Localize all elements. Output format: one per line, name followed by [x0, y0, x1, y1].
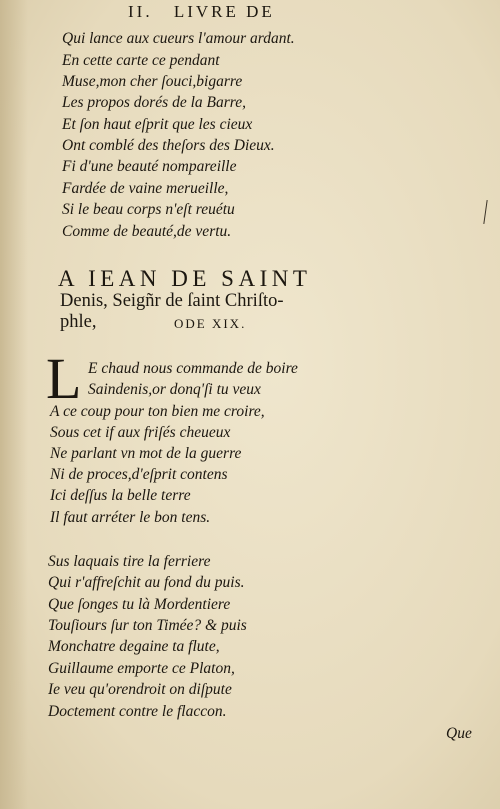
verse-line: Qui lance aux cueurs l'amour ardant.: [62, 30, 295, 47]
ode-title: A IEAN DE SAINT: [58, 266, 312, 291]
verse-line: Sus laquais tire la ferriere: [48, 553, 211, 570]
verse-line: E chaud nous commande de boire: [88, 360, 298, 377]
verse-line: Il faut arréter le bon tens.: [50, 509, 211, 526]
verse-line: Doctement contre le flaccon.: [48, 703, 227, 720]
ode-subtitle-line1: Denis, Seigñr de ſaint Chriſto-: [60, 291, 284, 311]
verse-line: Qui r'affreſchit au fond du puis.: [48, 574, 245, 591]
verse-line: Monchatre degaine ta flute,: [48, 638, 220, 655]
catchword: Que: [446, 725, 472, 742]
verse-line: Comme de beauté,de vertu.: [62, 223, 232, 240]
verse-line: Saindenis,or donq'ſi tu veux: [88, 381, 261, 398]
page-gutter-shadow: [0, 0, 28, 809]
folio-number: II.: [128, 2, 153, 21]
margin-mark: [483, 200, 487, 224]
verse-line: Et ſon haut eſprit que les cieux: [62, 116, 253, 133]
verse-line: Touſiours ſur ton Timée? & puis: [48, 617, 247, 634]
verse-line: Ni de proces,d'eſprit contens: [50, 466, 228, 483]
verse-line: Guillaume emporte ce Platon,: [48, 660, 235, 677]
verse-line: Si le beau corps n'eſt reuétu: [62, 201, 235, 218]
verse-line: Fi d'une beauté nompareille: [62, 158, 237, 175]
ode-number: ODE XIX.: [174, 316, 247, 331]
drop-capital: L: [46, 346, 82, 411]
verse-line: A ce coup pour ton bien me croire,: [50, 403, 265, 420]
verse-line: Muse,mon cher ſouci,bigarre: [62, 73, 243, 90]
verse-line: Ici deſſus la belle terre: [50, 487, 191, 504]
verse-line: Ont comblé des theſors des Dieux.: [62, 137, 275, 154]
verse-line: Fardée de vaine merueille,: [62, 180, 229, 197]
verse-line: Que ſonges tu là Mordentiere: [48, 596, 231, 613]
verse-line: Ne parlant vn mot de la guerre: [50, 445, 242, 462]
running-header: [128, 2, 275, 22]
verse-line: Les propos dorés de la Barre,: [62, 94, 246, 111]
verse-line: Sous cet if aux friſés cheueux: [50, 424, 231, 441]
ode-subtitle-line2: phle,: [60, 312, 97, 332]
running-title: LIVRE DE: [173, 2, 275, 21]
verse-line: Ie veu qu'orendroit on diſpute: [48, 681, 232, 698]
verse-line: En cette carte ce pendant: [62, 52, 220, 69]
